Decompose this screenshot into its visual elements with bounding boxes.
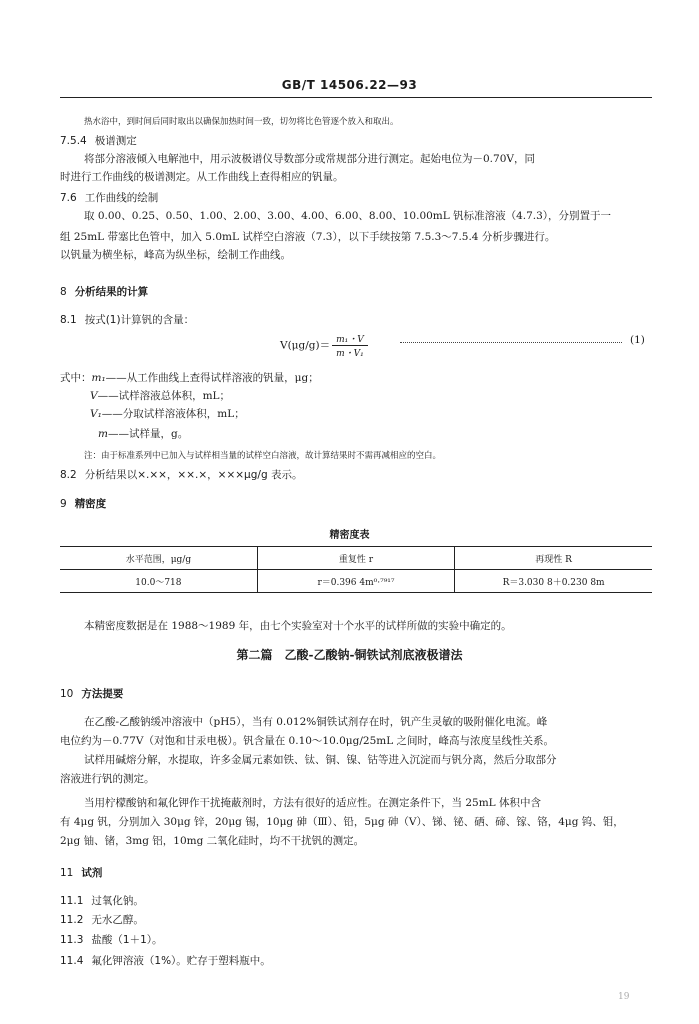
precision-table — [60, 546, 652, 593]
fraction — [332, 332, 368, 359]
equation-number: (1) — [630, 334, 645, 346]
section-8-heading — [60, 284, 652, 300]
reagent-item — [60, 953, 652, 969]
header-rule — [60, 97, 652, 98]
paragraph-line: 溶液进行钒的测定。 — [60, 773, 155, 785]
paragraph-line: 2μg 铀、锗，3mg 铝，10mg 二氧化硅时，均不干扰钒的测定。 — [60, 835, 365, 847]
section-11-heading — [60, 865, 652, 881]
section-text: 按式(1)计算钒的含量： — [84, 314, 195, 326]
table-row — [60, 570, 652, 593]
leader-dots — [400, 342, 622, 343]
section-number: 8 — [60, 286, 67, 298]
paragraph-line: 组 25mL 带塞比色管中，加入 5.0mL 试样空白溶液（7.3），以下手续按第 7.5.3～7.5.4 分析步骤进行。 — [60, 231, 556, 243]
paragraph-line: 时进行工作曲线的极谱测定。从工作曲线上查得相应的钒量。 — [60, 171, 344, 183]
section-number: 8.1 — [60, 314, 77, 326]
section-text: 分析结果以×.××，××.×，×××μg/g 表示。 — [84, 469, 303, 481]
table-header-cell: 水平范围，μg/g — [60, 547, 257, 570]
table-cell: 10.0～718 — [60, 570, 257, 593]
reagent-text: 过氧化钠。 — [91, 895, 144, 907]
variable-symbol: m — [98, 428, 108, 440]
reagent-number: 11.3 — [60, 934, 84, 946]
reagent-item — [60, 912, 652, 928]
top-note: 热水浴中，到时间后同时取出以确保加热时间一致，切勿将比色管逐个放入和取出。 — [84, 117, 399, 127]
section-8-1 — [60, 312, 652, 328]
variable-row — [90, 406, 245, 421]
table-cell: R＝3.030 8＋0.230 8m — [455, 570, 652, 593]
paragraph-line: 在乙酸-乙酸钠缓冲溶液中（pH5），当有 0.012%铜铁试剂存在时，钒产生灵敏的吸附催化电流。峰 — [84, 716, 548, 728]
variable-row — [60, 370, 319, 385]
page-number: 19 — [618, 992, 630, 1002]
section-number: 10 — [60, 688, 74, 700]
variable-desc: ——分取试样溶液体积，mL； — [101, 408, 245, 420]
section-number: 7.5.4 — [60, 135, 87, 147]
section-title: 极谱测定 — [94, 135, 137, 147]
variable-symbol: V₁ — [90, 408, 102, 420]
reagent-text: 无水乙醇。 — [91, 914, 144, 926]
formula-1 — [280, 332, 368, 359]
variable-row — [90, 388, 230, 403]
section-number: 9 — [60, 498, 67, 510]
reagent-number: 11.1 — [60, 895, 84, 907]
reagent-number: 11.2 — [60, 914, 84, 926]
section-title: 试剂 — [81, 867, 103, 879]
formula-lhs: V(μg/g)＝ — [280, 339, 331, 352]
section-8-2 — [60, 467, 652, 483]
section-number: 7.6 — [60, 192, 77, 204]
paragraph-line: 以钒量为横坐标，峰高为纵坐标，绘制工作曲线。 — [60, 249, 291, 261]
standard-header: GB/T 14506.22—93 — [281, 78, 418, 92]
paragraph-line: 将部分溶液倾入电解池中，用示波极谱仪导数部分或常规部分进行测定。起始电位为－0.70V，同 — [84, 153, 535, 165]
variable-symbol: V — [90, 390, 98, 402]
variable-desc: ——从工作曲线上查得试样溶液的钒量，μg； — [105, 372, 319, 384]
section-number: 11 — [60, 867, 74, 879]
precision-note: 本精密度数据是在 1988～1989 年，由七个实验室对十个水平的试样所做的实验中确定的。 — [84, 620, 512, 632]
part-2-title: 第二篇 乙酸-乙酸钠-铜铁试剂底液极谱法 — [236, 648, 463, 662]
variable-row — [98, 426, 188, 441]
paragraph-line: 当用柠檬酸钠和氟化钾作干扰掩蔽剂时，方法有很好的适应性。在测定条件下，当 25mL 体积中含 — [84, 797, 541, 809]
fraction-denominator: m・V₁ — [336, 349, 364, 359]
table-title: 精密度表 — [329, 530, 370, 541]
paragraph-line: 电位约为－0.77V（对饱和甘汞电极）。钒含量在 0.10～10.0μg/25mL 之间时，峰高与浓度呈线性关系。 — [60, 735, 555, 747]
variable-symbol: m₁ — [91, 372, 106, 384]
section-10-heading — [60, 686, 652, 702]
reagent-number: 11.4 — [60, 955, 84, 967]
fraction-numerator: m₁・V — [332, 332, 368, 346]
table-header-cell: 再现性 R — [455, 547, 652, 570]
variable-desc: ——试样量，g。 — [107, 428, 189, 440]
table-header-row — [60, 547, 652, 570]
calculation-note: 注：由于标准系列中已加入与试样相当量的试样空白溶液，故计算结果时不需再减相应的空白。 — [84, 451, 442, 461]
section-9-heading — [60, 496, 652, 512]
reagent-text: 盐酸（1＋1）。 — [91, 934, 163, 946]
paragraph-line: 试样用碱熔分解，水提取，许多金属元素如铁、钛、铜、镍、钴等进入沉淀而与钒分离，然后分取部分 — [84, 754, 557, 766]
section-title: 精密度 — [74, 498, 107, 510]
variable-desc: ——试样溶液总体积，mL； — [97, 390, 231, 402]
reagent-text: 氟化钾溶液（1%）。贮存于塑料瓶中。 — [91, 955, 271, 967]
section-title: 方法提要 — [81, 688, 124, 700]
table-cell: r＝0.396 4m⁰·⁷⁹¹⁷ — [257, 570, 454, 593]
reagent-item — [60, 932, 652, 948]
section-title: 分析结果的计算 — [74, 286, 149, 298]
variable-prefix: 式中： — [60, 372, 92, 384]
section-7-5-4-heading — [60, 133, 652, 149]
paragraph-line: 取 0.00、0.25、0.50、1.00、2.00、3.00、4.00、6.00、8.00、10.00mL 钒标准溶液（4.7.3），分别置于一 — [84, 210, 612, 222]
section-number: 8.2 — [60, 469, 77, 481]
section-7-6-heading — [60, 190, 652, 206]
paragraph-line: 有 4μg 钒，分别加入 30μg 锌，20μg 锡，10μg 砷（Ⅲ）、铅，5μg 砷（Ⅴ）、锑、铋、硒、碲、镓、铬，4μg 钨、钼， — [60, 816, 624, 828]
section-title: 工作曲线的绘制 — [84, 192, 159, 204]
table-header-cell: 重复性 r — [257, 547, 454, 570]
reagent-item — [60, 893, 652, 909]
